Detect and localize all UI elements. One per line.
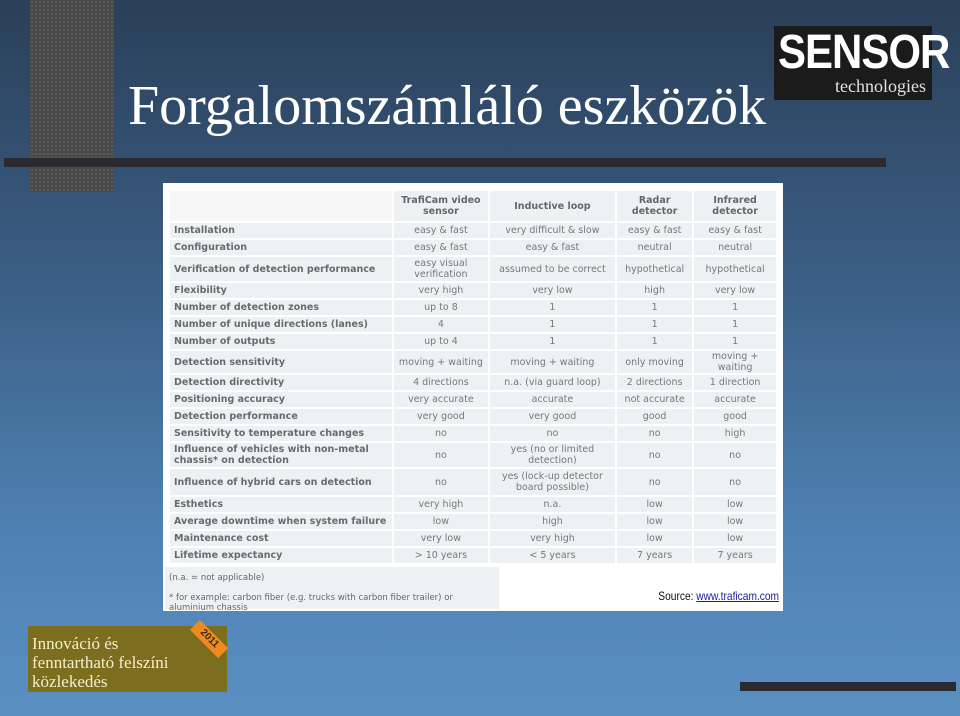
table-cell: easy & fast: [394, 240, 488, 255]
table-row: [170, 548, 776, 563]
table-cell: 1 direction: [694, 375, 776, 390]
table-row: [170, 497, 776, 512]
table-cell: no: [394, 443, 488, 467]
table-row: [170, 334, 776, 349]
table-corner-cell: [170, 191, 392, 221]
table-cell: only moving: [617, 351, 692, 373]
table-cell: low: [617, 497, 692, 512]
table-cell: no: [694, 469, 776, 495]
source-link[interactable]: www.traficam.com: [696, 589, 779, 603]
table-cell: very low: [490, 283, 615, 298]
table-body: [170, 223, 776, 563]
table-row: [170, 392, 776, 407]
table-cell: high: [490, 514, 615, 529]
table-cell: low: [694, 514, 776, 529]
table-cell: very difficult & slow: [490, 223, 615, 238]
top-divider-bar: [4, 158, 886, 167]
comparison-table-image: [163, 183, 783, 611]
table-cell: very good: [394, 409, 488, 424]
table-row: [170, 300, 776, 315]
table-row: [170, 426, 776, 441]
table-cell: good: [617, 409, 692, 424]
table-cell: moving + waiting: [490, 351, 615, 373]
table-cell: no: [694, 443, 776, 467]
table-cell: assumed to be correct: [490, 257, 615, 281]
footnote-na: (n.a. = not applicable): [169, 573, 265, 583]
year-ribbon: 2011: [190, 620, 228, 658]
row-label: Influence of hybrid cars on detection: [170, 469, 392, 495]
table-cell: low: [617, 514, 692, 529]
table-cell: very high: [394, 497, 488, 512]
table-row: [170, 531, 776, 546]
table-cell: good: [694, 409, 776, 424]
logo-subtitle: technologies: [835, 76, 926, 96]
table-cell: hypothetical: [694, 257, 776, 281]
table-cell: no: [617, 443, 692, 467]
row-label: Positioning accuracy: [170, 392, 392, 407]
footnote-chassis: * for example: carbon fiber (e.g. trucks with carbon fiber trailer) or aluminium chassis: [169, 593, 453, 613]
table-cell: low: [694, 531, 776, 546]
row-label: Flexibility: [170, 283, 392, 298]
row-label: Number of detection zones: [170, 300, 392, 315]
row-label: Installation: [170, 223, 392, 238]
table-cell: < 5 years: [490, 548, 615, 563]
table-cell: n.a. (via guard loop): [490, 375, 615, 390]
table-cell: neutral: [617, 240, 692, 255]
table-cell: very low: [394, 531, 488, 546]
table-cell: up to 4: [394, 334, 488, 349]
source-label: Source:: [658, 589, 697, 603]
table-cell: easy & fast: [490, 240, 615, 255]
table-cell: 1: [694, 317, 776, 332]
table-row: [170, 409, 776, 424]
row-label: Influence of vehicles with non-metal chassis* on detection: [170, 443, 392, 467]
table-cell: 4 directions: [394, 375, 488, 390]
table-cell: 1: [490, 334, 615, 349]
table-cell: low: [694, 497, 776, 512]
table-row: [170, 257, 776, 281]
table-cell: moving + waiting: [694, 351, 776, 373]
table-cell: up to 8: [394, 300, 488, 315]
row-label: Maintenance cost: [170, 531, 392, 546]
table-footnotes: [165, 567, 499, 613]
table-cell: 2 directions: [617, 375, 692, 390]
table-cell: 7 years: [617, 548, 692, 563]
table-row: [170, 375, 776, 390]
table-row: [170, 469, 776, 495]
table-cell: low: [394, 514, 488, 529]
table-cell: very accurate: [394, 392, 488, 407]
table-row: [170, 283, 776, 298]
table-cell: no: [617, 426, 692, 441]
table-cell: accurate: [490, 392, 615, 407]
logo-line-2: fenntartható felszíni: [32, 653, 169, 672]
sensor-technologies-logo: [774, 24, 950, 100]
logo-line-3: közlekedés: [32, 672, 108, 691]
table-cell: 1: [490, 317, 615, 332]
table-cell: 1: [490, 300, 615, 315]
table-row: [170, 514, 776, 529]
table-cell: 1: [694, 334, 776, 349]
table-cell: very low: [694, 283, 776, 298]
innovation-logo: [28, 626, 227, 692]
table-cell: moving + waiting: [394, 351, 488, 373]
table-row: [170, 351, 776, 373]
row-label: Number of outputs: [170, 334, 392, 349]
comparison-table: [168, 189, 778, 565]
row-label: Lifetime expectancy: [170, 548, 392, 563]
table-cell: neutral: [694, 240, 776, 255]
table-cell: no: [394, 469, 488, 495]
table-cell: > 10 years: [394, 548, 488, 563]
table-cell: hypothetical: [617, 257, 692, 281]
row-label: Verification of detection performance: [170, 257, 392, 281]
table-cell: 7 years: [694, 548, 776, 563]
table-cell: 1: [694, 300, 776, 315]
table-row: [170, 443, 776, 467]
bottom-divider-bar: [740, 682, 956, 691]
table-cell: high: [694, 426, 776, 441]
table-cell: accurate: [694, 392, 776, 407]
table-cell: n.a.: [490, 497, 615, 512]
row-label: Detection performance: [170, 409, 392, 424]
table-cell: no: [394, 426, 488, 441]
column-header-traficam: TrafiCam video sensor: [394, 191, 488, 221]
column-header-radar: Radar detector: [617, 191, 692, 221]
column-header-infrared: Infrared detector: [694, 191, 776, 221]
row-label: Configuration: [170, 240, 392, 255]
table-row: [170, 223, 776, 238]
table-cell: 4: [394, 317, 488, 332]
row-label: Sensitivity to temperature changes: [170, 426, 392, 441]
table-cell: not accurate: [617, 392, 692, 407]
table-cell: very high: [490, 531, 615, 546]
table-cell: very high: [394, 283, 488, 298]
table-cell: easy visual verification: [394, 257, 488, 281]
table-cell: no: [490, 426, 615, 441]
logo-brand-text: SENSOR: [778, 24, 950, 79]
table-row: [170, 317, 776, 332]
logo-line-1: Innováció és: [32, 634, 119, 653]
row-label: Detection directivity: [170, 375, 392, 390]
table-row: [170, 240, 776, 255]
slide-title: Forgalomszámláló eszközök: [128, 75, 767, 137]
table-cell: yes (no or limited detection): [490, 443, 615, 467]
row-label: Number of unique directions (lanes): [170, 317, 392, 332]
table-cell: 1: [617, 334, 692, 349]
column-header-inductive-loop: Inductive loop: [490, 191, 615, 221]
table-cell: no: [617, 469, 692, 495]
table-cell: yes (lock-up detector board possible): [490, 469, 615, 495]
row-label: Detection sensitivity: [170, 351, 392, 373]
table-cell: low: [617, 531, 692, 546]
table-cell: very good: [490, 409, 615, 424]
table-cell: easy & fast: [394, 223, 488, 238]
table-cell: easy & fast: [617, 223, 692, 238]
source-citation: [658, 589, 779, 603]
row-label: Esthetics: [170, 497, 392, 512]
table-cell: high: [617, 283, 692, 298]
row-label: Average downtime when system failure: [170, 514, 392, 529]
table-cell: easy & fast: [694, 223, 776, 238]
table-cell: 1: [617, 300, 692, 315]
table-cell: 1: [617, 317, 692, 332]
